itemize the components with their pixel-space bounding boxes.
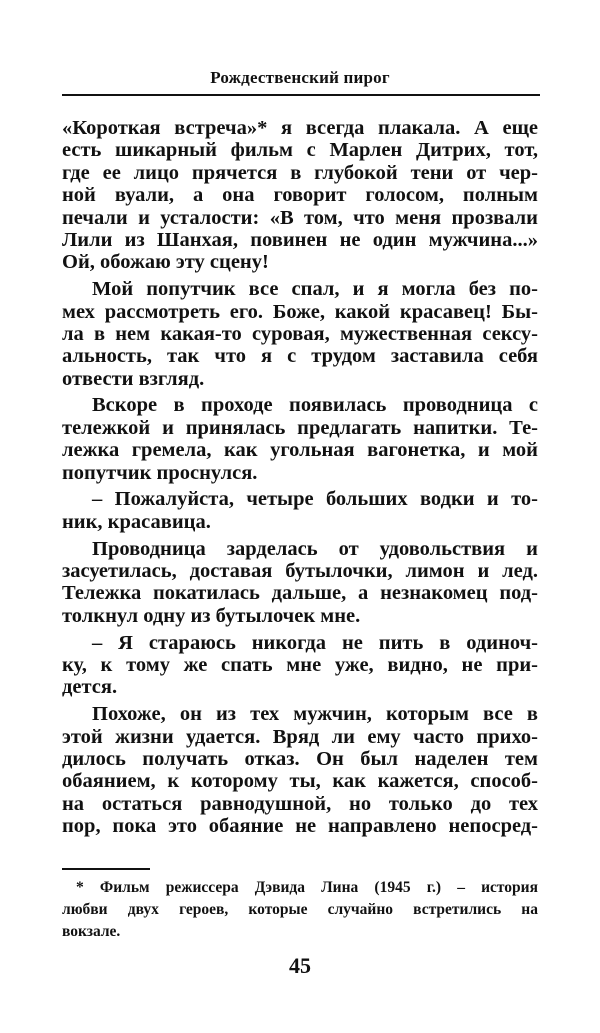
text-line: – Пожалуйста, четыре больших водки и то-	[92, 488, 538, 511]
text-line: тележкой и принялась предлагать напитки. Те-	[62, 416, 538, 439]
body-text	[62, 117, 538, 842]
text-line: отвести взгляд.	[62, 367, 205, 390]
text-line: есть шикарный фильм с Марлен Дитрих, тот,	[62, 139, 538, 162]
paragraph	[62, 703, 538, 837]
text-line: ник, красавица.	[62, 510, 211, 533]
footnote-rule	[62, 868, 150, 870]
text-line: где ее лицо прячется в глубокой тени от чер-	[62, 161, 538, 184]
text-line: обаянием, к которому ты, как кажется, способ-	[62, 770, 538, 793]
paragraph	[62, 278, 538, 390]
paragraph	[62, 394, 538, 484]
text-line: дется.	[62, 676, 118, 699]
paragraph	[62, 117, 538, 274]
text-line: пор, пока это обаяние не направлено непосред-	[62, 815, 538, 838]
text-line: Похоже, он из тех мужчин, которым все в	[92, 703, 538, 726]
text-line: попутчик проснулся.	[62, 461, 258, 484]
text-line: Тележка покатилась дальше, а незнакомец под-	[62, 582, 538, 605]
paragraph	[62, 538, 538, 628]
page-number: 45	[289, 953, 311, 978]
text-line: на остаться равнодушной, но только до тех	[62, 792, 538, 815]
paragraph	[62, 632, 538, 699]
text-line: лежка гремела, как угольная вагонетка, и мой	[62, 439, 538, 462]
text-line: мех рассмотреть его. Боже, какой красавец! Бы-	[62, 300, 538, 323]
text-line: Мой попутчик все спал, и я могла без по-	[92, 278, 538, 301]
footnote-line: * Фильм режиссера Дэвида Лина (1945 г.) – история	[76, 879, 538, 896]
text-line: толкнул одну из бутылочек мне.	[62, 604, 361, 627]
text-line: Вскоре в проходе появилась проводница с	[92, 394, 538, 417]
text-line: ной вуали, а она говорит голосом, полным	[62, 184, 538, 207]
text-line: печали и усталости: «В том, что меня прозвали	[62, 206, 538, 229]
footnote-line: любви двух героев, которые случайно встретились на	[62, 901, 538, 918]
footnote	[62, 877, 538, 943]
text-line: этой жизни удается. Вряд ли ему часто прихо-	[62, 725, 538, 748]
text-line: Лили из Шанхая, повинен не один мужчина...»	[62, 228, 538, 251]
text-line: ла в нем какая-то суровая, мужественная сексу-	[62, 322, 538, 345]
text-line: «Короткая встреча»* я всегда плакала. А еще	[62, 117, 538, 139]
paragraph	[62, 488, 538, 533]
text-line: дилось получать отказ. Он был наделен тем	[62, 747, 538, 770]
text-line: Проводница зарделась от удовольствия и	[92, 537, 538, 560]
text-line: – Я стараюсь никогда не пить в одиноч-	[92, 631, 538, 654]
text-line: засуетилась, доставая бутылочки, лимон и лед.	[62, 559, 538, 582]
footnote-line: вокзале.	[62, 923, 121, 940]
running-head: Рождественский пирог	[210, 68, 390, 87]
text-line: альность, так что я с трудом заставила себя	[62, 345, 538, 368]
text-line: ку, к тому же спать мне уже, видно, не при-	[62, 653, 538, 676]
text-line: Ой, обожаю эту сцену!	[62, 251, 269, 274]
header-rule	[62, 94, 540, 96]
